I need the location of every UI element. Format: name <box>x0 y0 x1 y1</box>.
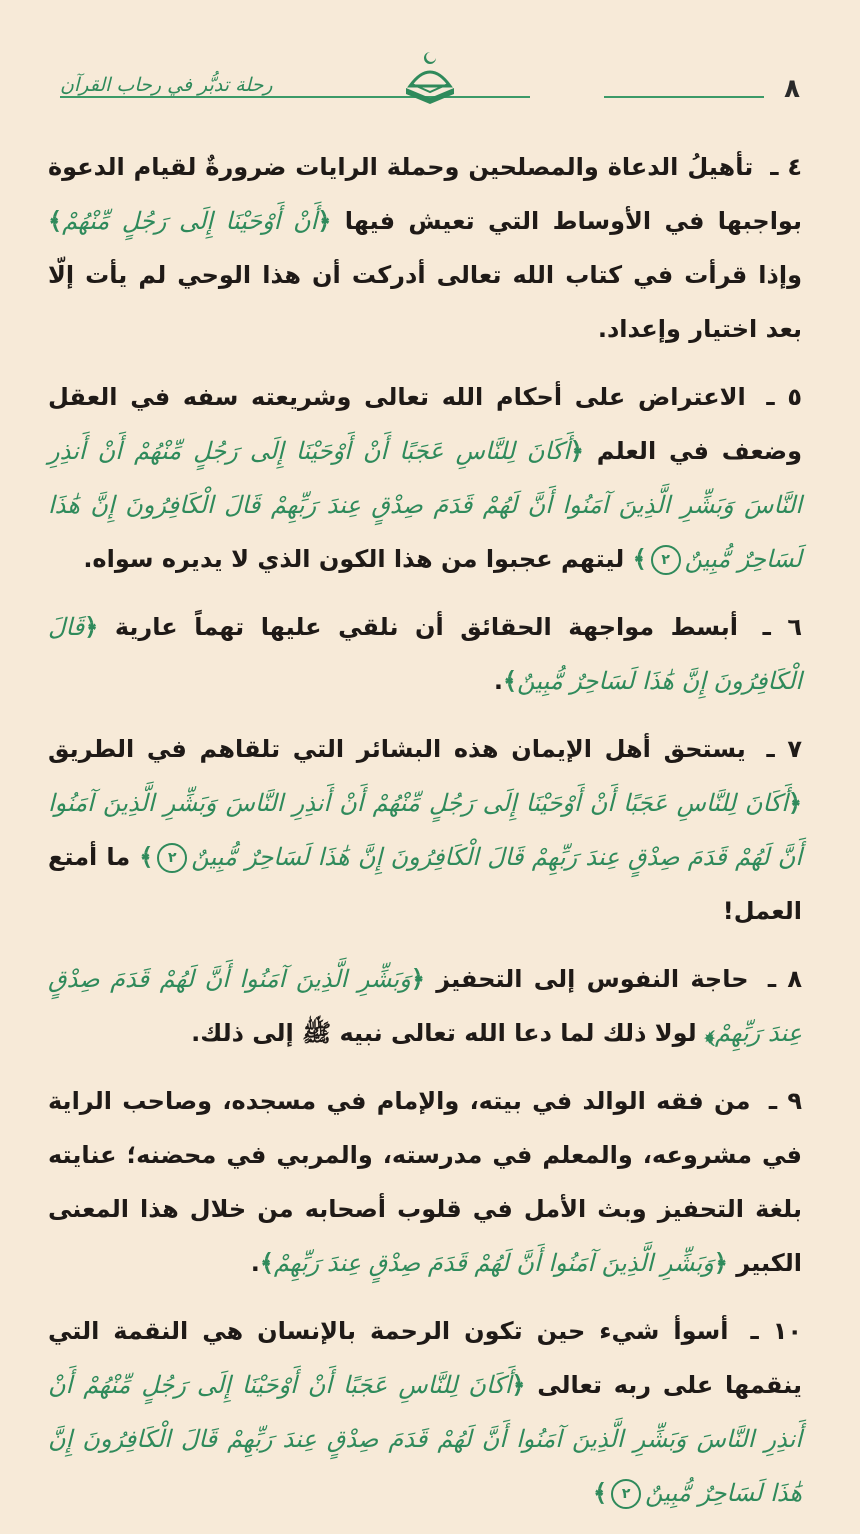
ornate-brace-close: ﴾ <box>139 843 154 871</box>
point-10 <box>48 1304 802 1520</box>
point-4 <box>48 140 802 356</box>
point-number: ١٠ ـ <box>750 1317 803 1345</box>
ornate-brace-close: ﴾ <box>705 1019 715 1047</box>
point-5 <box>48 370 802 586</box>
point-number: ٤ ـ <box>770 153 802 181</box>
ornate-brace-open: ﴿ <box>511 1371 526 1399</box>
point-number: ٩ ـ <box>768 1087 803 1115</box>
point-text-after: . <box>493 667 503 695</box>
ornate-brace-open: ﴿ <box>787 789 802 817</box>
quran-verse: أَكَانَ لِلنَّاسِ عَجَبًا أَنْ أَوْحَيْنَا إِلَى رَجُلٍ مِّنْهُمْ أَنْ أَنذِرِ النَّاسَ وَبَشِّرِ الَّذِينَ آمَنُوا أَنَّ لَهُمْ قَدَمَ صِدْقٍ عِندَ رَبِّهِمْ قَالَ الْكَافِرُونَ إِنَّ هَٰذَا لَسَاحِرٌ مُّبِينٌ <box>48 437 802 573</box>
point-number: ٧ ـ <box>766 735 802 763</box>
verse-number: ٢ <box>157 843 187 873</box>
point-text: يستحق أهل الإيمان هذه البشائر التي تلقاهم في الطريق <box>48 735 746 763</box>
ornate-brace-close: ﴾ <box>503 667 518 695</box>
point-text: أسوأ شيء حين تكون الرحمة بالإنسان هي النقمة التي ينقمها على ربه تعالى <box>48 1317 803 1399</box>
ornate-brace-close: ﴾ <box>632 545 647 573</box>
point-text-after: وإذا قرأت في كتاب الله تعالى أدركت أن هذا الوحي لم يأت إلّا بعد اختيار وإعداد. <box>48 261 802 343</box>
page-number: ٨ <box>784 74 800 104</box>
point-number: ٦ ـ <box>762 613 803 641</box>
quran-verse: قَالَ الْكَافِرُونَ إِنَّ هَٰذَا لَسَاحِرٌ مُّبِينٌ <box>48 613 802 695</box>
header-rule-right <box>604 96 764 98</box>
page-header <box>60 52 800 110</box>
point-9 <box>48 1074 802 1290</box>
quran-verse: أَكَانَ لِلنَّاسِ عَجَبًا أَنْ أَوْحَيْنَا إِلَى رَجُلٍ مِّنْهُمْ أَنْ أَنذِرِ النَّاسَ وَبَشِّرِ الَّذِينَ آمَنُوا أَنَّ لَهُمْ قَدَمَ صِدْقٍ عِندَ رَبِّهِمْ قَالَ الْكَافِرُونَ إِنَّ هَٰذَا لَسَاحِرٌ مُّبِينٌ <box>48 789 802 871</box>
ornate-brace-close: ﴾ <box>259 1249 274 1277</box>
point-text: أبسط مواجهة الحقائق أن نلقي عليها تهماً عارية <box>114 613 739 641</box>
ornate-brace-open: ﴿ <box>317 207 332 235</box>
point-text-after: لولا ذلك لما دعا الله تعالى نبيه ﷺ إلى ذلك. <box>191 1019 697 1047</box>
quran-verse: أَنْ أَوْحَيْنَا إِلَى رَجُلٍ مِّنْهُمْ <box>62 207 318 235</box>
ornate-brace-open: ﴿ <box>713 1249 728 1277</box>
point-text-after: . <box>250 1249 260 1277</box>
page-body <box>48 140 802 1534</box>
quran-verse: وَبَشِّرِ الَّذِينَ آمَنُوا أَنَّ لَهُمْ قَدَمَ صِدْقٍ عِندَ رَبِّهِمْ <box>48 965 802 1047</box>
ornate-brace-open: ﴿ <box>84 613 99 641</box>
ornate-brace-close: ﴾ <box>593 1479 608 1507</box>
point-text: من فقه الوالد في بيته، والإمام في مسجده، وصاحب الراية في مشروعه، والمعلم في مدرسته، والمربي في محضنه؛ عنايته بلغة التحفيز وبث الأمل في قلوب أصحابه من خلال هذا المعنى الكبير <box>48 1087 802 1277</box>
quran-verse: أَكَانَ لِلنَّاسِ عَجَبًا أَنْ أَوْحَيْنَا إِلَى رَجُلٍ مِّنْهُمْ أَنْ أَنذِرِ النَّاسَ وَبَشِّرِ الَّذِينَ آمَنُوا أَنَّ لَهُمْ قَدَمَ صِدْقٍ عِندَ رَبِّهِمْ قَالَ الْكَافِرُونَ إِنَّ هَٰذَا لَسَاحِرٌ مُّبِينٌ <box>48 1371 802 1507</box>
running-title: رحلة تدبُّر في رحاب القرآن <box>60 74 273 96</box>
verse-number: ٢ <box>611 1479 641 1509</box>
point-number: ٨ ـ <box>767 965 802 993</box>
ornate-brace-open: ﴿ <box>410 965 425 993</box>
point-7 <box>48 722 802 938</box>
point-text-after: ما أمتع العمل! <box>48 843 802 925</box>
point-text: الاعتراض على أحكام الله تعالى وشريعته سفه في العقل وضعف في العلم <box>48 383 802 465</box>
ornate-brace-open: ﴿ <box>569 437 584 465</box>
quran-verse: وَبَشِّرِ الَّذِينَ آمَنُوا أَنَّ لَهُمْ قَدَمَ صِدْقٍ عِندَ رَبِّهِمْ <box>273 1249 714 1277</box>
point-6 <box>48 600 802 708</box>
point-number: ٥ ـ <box>766 383 802 411</box>
point-text: حاجة النفوس إلى التحفيز <box>436 965 749 993</box>
verse-number: ٢ <box>651 545 681 575</box>
point-text-after: ليتهم عجبوا من هذا الكون الذي لا يديره سواه. <box>83 545 625 573</box>
point-8 <box>48 952 802 1060</box>
ornate-brace-close: ﴾ <box>48 207 63 235</box>
mosque-book-emblem-icon <box>398 48 462 112</box>
point-text: تأهيلُ الدعاة والمصلحين وحملة الرايات ضرورةٌ لقيام الدعوة بواجبها في الأوساط التي تعيش فيها <box>48 153 802 235</box>
